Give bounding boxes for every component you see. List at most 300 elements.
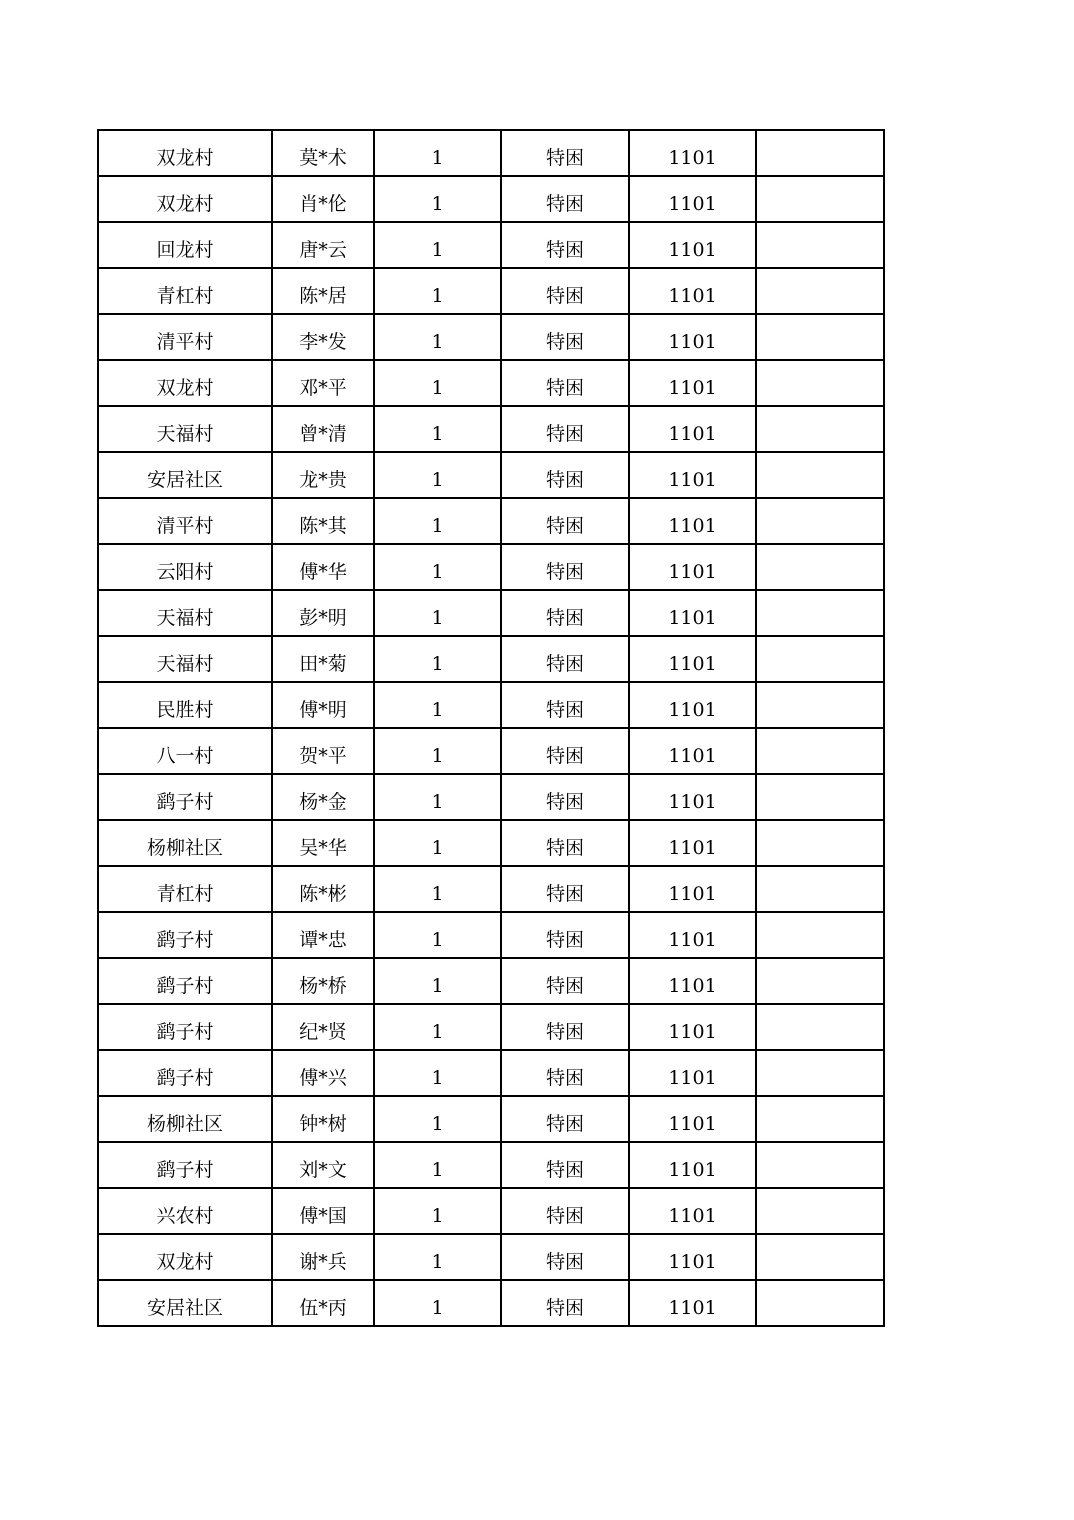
name-cell <box>272 774 374 820</box>
code-cell <box>629 544 756 590</box>
note-cell <box>756 498 884 544</box>
village-cell <box>98 406 272 452</box>
type-cell <box>501 1142 629 1188</box>
count-cell-text: 1 <box>431 606 444 629</box>
note-cell <box>756 176 884 222</box>
name-cell-text: 傅*明 <box>299 698 347 721</box>
count-cell-text: 1 <box>431 882 444 905</box>
type-cell-text: 特困 <box>545 330 584 353</box>
village-cell <box>98 958 272 1004</box>
code-cell <box>629 498 756 544</box>
name-cell <box>272 820 374 866</box>
type-cell <box>501 820 629 866</box>
note-cell <box>756 452 884 498</box>
type-cell <box>501 774 629 820</box>
name-cell-text: 钟*树 <box>299 1112 347 1135</box>
code-cell <box>629 406 756 452</box>
village-cell <box>98 222 272 268</box>
code-cell <box>629 590 756 636</box>
count-cell-text: 1 <box>431 1112 444 1135</box>
count-cell-text: 1 <box>431 514 444 537</box>
code-cell <box>629 1280 756 1326</box>
type-cell-text: 特困 <box>545 1296 584 1319</box>
code-cell-text: 1101 <box>668 1020 717 1043</box>
count-cell <box>374 1050 501 1096</box>
name-cell-text: 傅*华 <box>299 560 347 583</box>
village-cell-text: 天福村 <box>156 606 214 629</box>
type-cell-text: 特困 <box>545 1158 584 1181</box>
village-cell-text: 回龙村 <box>156 238 214 261</box>
village-cell-text: 天福村 <box>156 652 214 675</box>
code-cell <box>629 268 756 314</box>
count-cell-text: 1 <box>431 284 444 307</box>
type-cell-text: 特困 <box>545 1204 584 1227</box>
village-cell-text: 双龙村 <box>156 376 214 399</box>
table-row <box>98 406 884 452</box>
count-cell-text: 1 <box>431 376 444 399</box>
village-cell <box>98 314 272 360</box>
code-cell <box>629 1142 756 1188</box>
count-cell <box>374 1096 501 1142</box>
table-row <box>98 728 884 774</box>
count-cell-text: 1 <box>431 790 444 813</box>
type-cell <box>501 682 629 728</box>
village-cell-text: 双龙村 <box>156 192 214 215</box>
table-row <box>98 774 884 820</box>
count-cell-text: 1 <box>431 744 444 767</box>
code-cell-text: 1101 <box>668 1296 717 1319</box>
count-cell <box>374 360 501 406</box>
type-cell-text: 特困 <box>545 422 584 445</box>
name-cell <box>272 314 374 360</box>
village-cell-text: 鹞子村 <box>156 928 214 951</box>
code-cell <box>629 958 756 1004</box>
table-row <box>98 682 884 728</box>
type-cell <box>501 1004 629 1050</box>
code-cell-text: 1101 <box>668 836 717 859</box>
count-cell <box>374 590 501 636</box>
code-cell-text: 1101 <box>668 1112 717 1135</box>
name-cell-text: 陈*其 <box>299 514 347 537</box>
code-cell-text: 1101 <box>668 882 717 905</box>
name-cell-text: 傅*兴 <box>299 1066 347 1089</box>
count-cell <box>374 1280 501 1326</box>
type-cell <box>501 222 629 268</box>
code-cell <box>629 452 756 498</box>
note-cell <box>756 1050 884 1096</box>
type-cell-text: 特困 <box>545 1250 584 1273</box>
count-cell-text: 1 <box>431 1250 444 1273</box>
name-cell-text: 谭*忠 <box>299 928 347 951</box>
code-cell <box>629 1004 756 1050</box>
name-cell <box>272 406 374 452</box>
count-cell-text: 1 <box>431 928 444 951</box>
code-cell-text: 1101 <box>668 192 717 215</box>
table-row <box>98 1050 884 1096</box>
name-cell <box>272 590 374 636</box>
count-cell <box>374 1188 501 1234</box>
code-cell-text: 1101 <box>668 1066 717 1089</box>
type-cell <box>501 452 629 498</box>
village-cell-text: 鹞子村 <box>156 1020 214 1043</box>
name-cell-text: 纪*贤 <box>299 1020 347 1043</box>
village-cell <box>98 498 272 544</box>
type-cell <box>501 1280 629 1326</box>
table-row <box>98 820 884 866</box>
count-cell-text: 1 <box>431 652 444 675</box>
type-cell-text: 特困 <box>545 790 584 813</box>
village-cell <box>98 590 272 636</box>
table-row <box>98 268 884 314</box>
count-cell <box>374 406 501 452</box>
name-cell <box>272 728 374 774</box>
note-cell <box>756 912 884 958</box>
village-cell-text: 民胜村 <box>156 698 214 721</box>
note-cell <box>756 1004 884 1050</box>
code-cell-text: 1101 <box>668 606 717 629</box>
type-cell-text: 特困 <box>545 1020 584 1043</box>
code-cell-text: 1101 <box>668 422 717 445</box>
village-cell <box>98 1096 272 1142</box>
count-cell-text: 1 <box>431 1066 444 1089</box>
type-cell-text: 特困 <box>545 238 584 261</box>
note-cell <box>756 1280 884 1326</box>
village-cell <box>98 1142 272 1188</box>
count-cell <box>374 1004 501 1050</box>
village-cell <box>98 1188 272 1234</box>
code-cell <box>629 728 756 774</box>
type-cell <box>501 1188 629 1234</box>
code-cell <box>629 1096 756 1142</box>
type-cell-text: 特困 <box>545 698 584 721</box>
type-cell <box>501 590 629 636</box>
code-cell-text: 1101 <box>668 468 717 491</box>
table-row <box>98 498 884 544</box>
village-cell <box>98 176 272 222</box>
code-cell <box>629 314 756 360</box>
count-cell-text: 1 <box>431 1020 444 1043</box>
village-cell <box>98 1280 272 1326</box>
note-cell <box>756 1188 884 1234</box>
village-cell-text: 鹞子村 <box>156 790 214 813</box>
name-cell <box>272 360 374 406</box>
type-cell-text: 特困 <box>545 468 584 491</box>
name-cell-text: 田*菊 <box>299 652 347 675</box>
type-cell <box>501 636 629 682</box>
code-cell-text: 1101 <box>668 514 717 537</box>
code-cell-text: 1101 <box>668 146 717 169</box>
type-cell-text: 特困 <box>545 974 584 997</box>
table-row <box>98 176 884 222</box>
name-cell <box>272 130 374 176</box>
note-cell <box>756 1234 884 1280</box>
type-cell <box>501 912 629 958</box>
village-cell-text: 兴农村 <box>156 1204 214 1227</box>
type-cell <box>501 728 629 774</box>
code-cell <box>629 682 756 728</box>
code-cell <box>629 774 756 820</box>
name-cell <box>272 1188 374 1234</box>
count-cell <box>374 682 501 728</box>
note-cell <box>756 544 884 590</box>
table-row <box>98 452 884 498</box>
name-cell <box>272 958 374 1004</box>
count-cell <box>374 544 501 590</box>
code-cell <box>629 1050 756 1096</box>
village-cell-text: 鹞子村 <box>156 1158 214 1181</box>
code-cell-text: 1101 <box>668 652 717 675</box>
note-cell <box>756 1142 884 1188</box>
code-cell-text: 1101 <box>668 928 717 951</box>
code-cell <box>629 820 756 866</box>
type-cell-text: 特困 <box>545 146 584 169</box>
note-cell <box>756 314 884 360</box>
code-cell-text: 1101 <box>668 974 717 997</box>
name-cell-text: 唐*云 <box>299 238 347 261</box>
name-cell-text: 肖*伦 <box>299 192 347 215</box>
type-cell-text: 特困 <box>545 192 584 215</box>
count-cell <box>374 314 501 360</box>
code-cell <box>629 912 756 958</box>
count-cell <box>374 268 501 314</box>
type-cell <box>501 360 629 406</box>
type-cell-text: 特困 <box>545 744 584 767</box>
code-cell <box>629 222 756 268</box>
code-cell-text: 1101 <box>668 238 717 261</box>
village-cell <box>98 1004 272 1050</box>
type-cell <box>501 1234 629 1280</box>
name-cell <box>272 912 374 958</box>
village-cell <box>98 912 272 958</box>
table-row <box>98 1280 884 1326</box>
table-row <box>98 544 884 590</box>
count-cell <box>374 1142 501 1188</box>
count-cell-text: 1 <box>431 330 444 353</box>
count-cell <box>374 452 501 498</box>
name-cell <box>272 222 374 268</box>
village-cell-text: 双龙村 <box>156 146 214 169</box>
village-cell-text: 安居社区 <box>146 468 223 491</box>
name-cell <box>272 544 374 590</box>
type-cell-text: 特困 <box>545 928 584 951</box>
code-cell-text: 1101 <box>668 1158 717 1181</box>
village-cell-text: 天福村 <box>156 422 214 445</box>
note-cell <box>756 360 884 406</box>
type-cell-text: 特困 <box>545 284 584 307</box>
note-cell <box>756 268 884 314</box>
count-cell-text: 1 <box>431 560 444 583</box>
table-row <box>98 958 884 1004</box>
type-cell <box>501 866 629 912</box>
note-cell <box>756 866 884 912</box>
village-cell-text: 青杠村 <box>156 284 214 307</box>
note-cell <box>756 958 884 1004</box>
name-cell-text: 莫*术 <box>299 146 347 169</box>
table-row <box>98 1188 884 1234</box>
table-row <box>98 1234 884 1280</box>
code-cell-text: 1101 <box>668 744 717 767</box>
table-row <box>98 1142 884 1188</box>
village-cell <box>98 544 272 590</box>
name-cell-text: 陈*居 <box>299 284 347 307</box>
village-cell-text: 双龙村 <box>156 1250 214 1273</box>
count-cell-text: 1 <box>431 1296 444 1319</box>
village-cell-text: 安居社区 <box>146 1296 223 1319</box>
name-cell <box>272 498 374 544</box>
name-cell-text: 龙*贵 <box>299 468 347 491</box>
code-cell <box>629 636 756 682</box>
count-cell-text: 1 <box>431 836 444 859</box>
count-cell <box>374 1234 501 1280</box>
count-cell-text: 1 <box>431 1204 444 1227</box>
note-cell <box>756 406 884 452</box>
village-cell <box>98 728 272 774</box>
code-cell-text: 1101 <box>668 330 717 353</box>
code-cell-text: 1101 <box>668 1250 717 1273</box>
count-cell <box>374 728 501 774</box>
village-cell <box>98 636 272 682</box>
code-cell-text: 1101 <box>668 790 717 813</box>
name-cell-text: 谢*兵 <box>299 1250 347 1273</box>
type-cell <box>501 268 629 314</box>
name-cell-text: 曾*清 <box>299 422 347 445</box>
village-cell <box>98 1050 272 1096</box>
name-cell-text: 刘*文 <box>299 1158 347 1181</box>
code-cell <box>629 130 756 176</box>
type-cell <box>501 544 629 590</box>
code-cell <box>629 866 756 912</box>
count-cell <box>374 774 501 820</box>
village-cell-text: 杨柳社区 <box>146 1112 223 1135</box>
type-cell-text: 特困 <box>545 1112 584 1135</box>
code-cell <box>629 1188 756 1234</box>
note-cell <box>756 130 884 176</box>
name-cell-text: 杨*金 <box>299 790 347 813</box>
code-cell <box>629 360 756 406</box>
village-cell <box>98 268 272 314</box>
type-cell-text: 特困 <box>545 514 584 537</box>
village-cell <box>98 774 272 820</box>
name-cell <box>272 636 374 682</box>
note-cell <box>756 682 884 728</box>
count-cell-text: 1 <box>431 192 444 215</box>
code-cell-text: 1101 <box>668 1204 717 1227</box>
type-cell-text: 特困 <box>545 376 584 399</box>
code-cell <box>629 1234 756 1280</box>
type-cell <box>501 1050 629 1096</box>
name-cell <box>272 1280 374 1326</box>
name-cell-text: 彭*明 <box>299 606 347 629</box>
table-row <box>98 1004 884 1050</box>
table-row <box>98 360 884 406</box>
count-cell <box>374 222 501 268</box>
name-cell-text: 伍*丙 <box>299 1296 347 1319</box>
count-cell-text: 1 <box>431 468 444 491</box>
table-row <box>98 866 884 912</box>
name-cell <box>272 682 374 728</box>
village-cell <box>98 820 272 866</box>
note-cell <box>756 636 884 682</box>
roster-table-body <box>98 130 884 1326</box>
table-row <box>98 314 884 360</box>
name-cell <box>272 866 374 912</box>
count-cell <box>374 866 501 912</box>
table-row <box>98 590 884 636</box>
count-cell <box>374 176 501 222</box>
name-cell <box>272 1142 374 1188</box>
code-cell-text: 1101 <box>668 698 717 721</box>
table-row <box>98 1096 884 1142</box>
type-cell <box>501 406 629 452</box>
village-cell <box>98 452 272 498</box>
roster-table <box>97 129 885 1327</box>
count-cell-text: 1 <box>431 1158 444 1181</box>
note-cell <box>756 222 884 268</box>
table-row <box>98 222 884 268</box>
village-cell-text: 清平村 <box>156 330 214 353</box>
name-cell-text: 贺*平 <box>299 744 347 767</box>
type-cell <box>501 1096 629 1142</box>
type-cell <box>501 958 629 1004</box>
code-cell <box>629 176 756 222</box>
type-cell-text: 特困 <box>545 606 584 629</box>
note-cell <box>756 820 884 866</box>
table-row <box>98 130 884 176</box>
count-cell-text: 1 <box>431 238 444 261</box>
type-cell <box>501 314 629 360</box>
village-cell-text: 八一村 <box>156 744 214 767</box>
count-cell <box>374 498 501 544</box>
type-cell-text: 特困 <box>545 836 584 859</box>
note-cell <box>756 728 884 774</box>
village-cell <box>98 130 272 176</box>
code-cell-text: 1101 <box>668 376 717 399</box>
village-cell-text: 青杠村 <box>156 882 214 905</box>
name-cell-text: 杨*桥 <box>299 974 347 997</box>
note-cell <box>756 1096 884 1142</box>
name-cell <box>272 1234 374 1280</box>
code-cell-text: 1101 <box>668 560 717 583</box>
note-cell <box>756 590 884 636</box>
name-cell <box>272 1050 374 1096</box>
name-cell-text: 邓*平 <box>299 376 347 399</box>
type-cell-text: 特困 <box>545 882 584 905</box>
name-cell-text: 李*发 <box>299 330 347 353</box>
name-cell-text: 吴*华 <box>299 836 347 859</box>
village-cell-text: 鹞子村 <box>156 974 214 997</box>
table-row <box>98 912 884 958</box>
village-cell-text: 清平村 <box>156 514 214 537</box>
village-cell-text: 杨柳社区 <box>146 836 223 859</box>
count-cell <box>374 636 501 682</box>
name-cell <box>272 452 374 498</box>
village-cell <box>98 866 272 912</box>
name-cell <box>272 268 374 314</box>
village-cell-text: 云阳村 <box>156 560 214 583</box>
type-cell <box>501 130 629 176</box>
count-cell-text: 1 <box>431 146 444 169</box>
village-cell <box>98 360 272 406</box>
type-cell <box>501 498 629 544</box>
name-cell <box>272 1096 374 1142</box>
type-cell-text: 特困 <box>545 560 584 583</box>
village-cell <box>98 682 272 728</box>
count-cell <box>374 912 501 958</box>
type-cell-text: 特困 <box>545 652 584 675</box>
name-cell <box>272 176 374 222</box>
type-cell <box>501 176 629 222</box>
type-cell-text: 特困 <box>545 1066 584 1089</box>
